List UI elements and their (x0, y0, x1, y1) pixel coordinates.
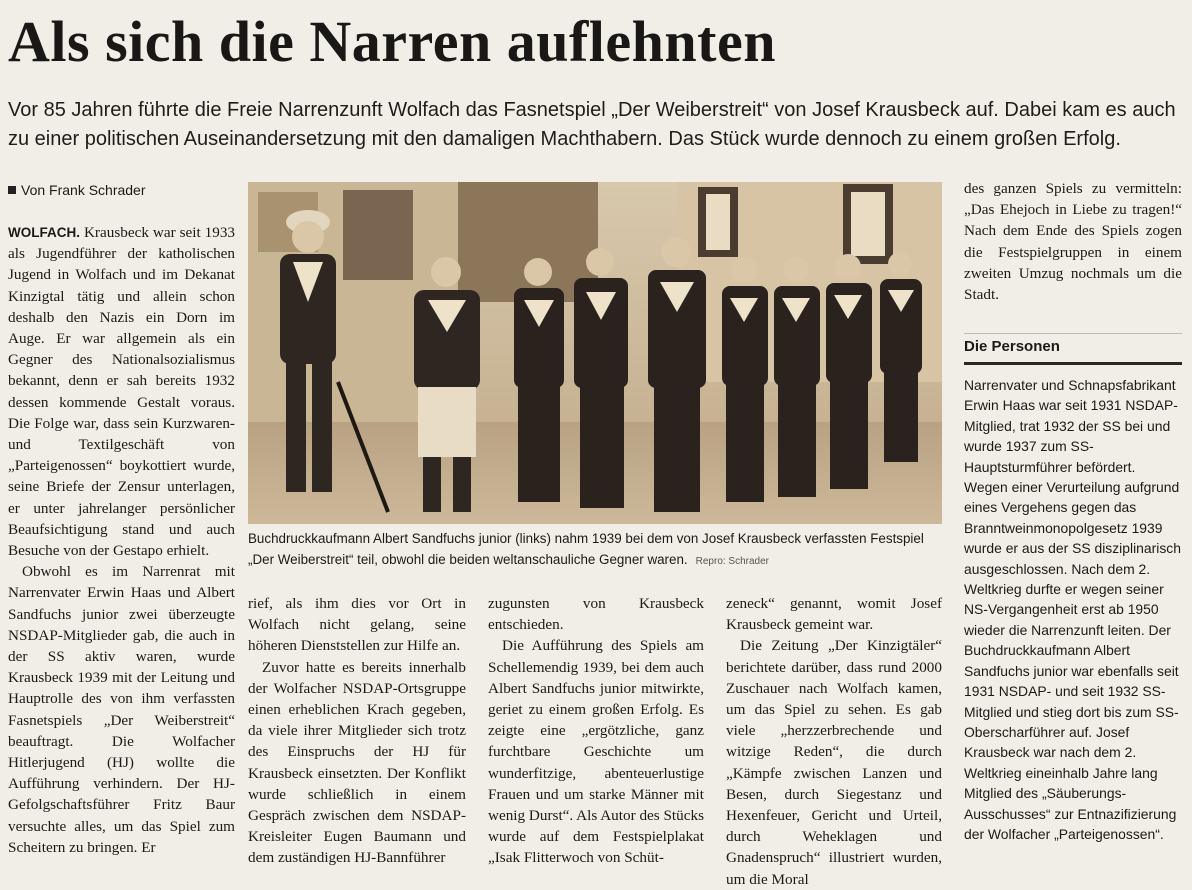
column-5-paragraph-1: des ganzen Spiels zu vermitteln: „Das Ehejoch in Liebe zu tragen!“ Nach dem Ende des Spiels zogen die Festspielgruppen in einem zweiten Umzug nochmals um die Stadt. (964, 180, 1182, 304)
sidebar-text: Narrenvater und Schnapsfabrikant Erwin Haas war seit 1931 NSDAP-Mitglied, trat 1932 der SS bei und wurde 1937 zum SS-Hauptsturmführer befördert. Wegen einer Verurteilung aufgrund eines Vergehens gegen das Branntweinmonopolgesetz 1939 wurde er aus der SS disziplinarisch ausgeschlossen. Nach dem 2. Weltkrieg durfte er wegen seiner NS-Vergangenheit erst ab 1950 wieder die Narrenzunft leiten. Der Buchdruckkaufmann Albert Sandfuchs junior war ebenfalls seit 1931 NSDAP- und seit 1932 SS-Mitglied und stieg dort bis zum SS-Oberscharführer auf. Josef Krausbeck war nach dem 2. Weltkrieg eineinhalb Jahre lang Mitglied des „Säuberungs-Ausschusses“ zur Entnazifizierung der Wolfacher „Parteigenossen“. (964, 377, 1181, 842)
festival-photo-image (248, 182, 942, 524)
column-1-paragraph-2: Obwohl es im Narrenrat mit Narrenvater Erwin Haas und Albert Sandfuchs junior zwei überzeugte NSDAP-Mitglieder gab, die auch in der SS aktiv waren, wurde Krausbeck 1939 mit der Leitung und Hauptrolle des von ihm verfassten Fasnetspiels „Der Weiberstreit“ beauftragt. Die Wolfacher Hitlerjugend (HJ) wollte die Aufführung verhindern. Der HJ-Gefolgschaftsführer Fritz Baur versuchte alles, um das Spiel zum Scheitern zu bringen. Er (8, 563, 235, 856)
byline-square-icon (8, 186, 16, 194)
column-1-text-1: Krausbeck war seit 1933 als Jugendführer der katholischen Jugend in Wolfach und im Dekanat Kinzigtal tätig und allein schon deshalb den Nazis ein Dorn im Auge. Er war allgemein als ein Gegner des Nationalsozialismus bekannt, denn er sah bereits 1932 dessen kommende Gestalt voraus. Die Folge war, dass sein Kurzwaren- und Textilgeschäft von „Parteigenossen“ boykottiert wurde, seine Briefe der Zensur unterlagen, er unter jahrelanger persönlicher Beaufsichtigung stand und auch Besuche von der Gestapo erhielt. (8, 224, 236, 560)
column-4-paragraph-2: Die Zeitung „Der Kinzigtäler“ berichtete darüber, dass rund 2000 Zuschauer nach Wolfach kamen, um das Spiel zu sehen. Es gab viele „herzzerbrechende und witzige Reden“, die durch „Kämpfe zwischen Lanzen und Besen, durch Siegestanz und Hexenfeuer, Gericht und Urteil, durch Weheklagen und Gnadenspruch“ illustriert wurden, um die Moral (726, 637, 942, 888)
dateline: WOLFACH. (8, 225, 80, 240)
column-4-paragraph-1: zeneck“ genannt, womit Josef Krausbeck gemeint war. (726, 595, 942, 634)
article-headline: Als sich die Narren auflehnten (8, 9, 776, 74)
column-5 (964, 178, 1182, 305)
festival-photo (248, 182, 942, 524)
column-1-paragraph-1 (8, 222, 235, 561)
column-3-paragraph-1: zugunsten von Krausbeck entschieden. (488, 595, 704, 634)
column-3-paragraph-2: Die Aufführung des Spiels am Schellemendig 1939, bei dem auch Albert Sandfuchs junior mitwirkte, geriet zu einem großen Erfolg. Es zeigte eine „ergötzliche, ganz furchtbare Geschichte um wunderfitzige, abenteuerlustige Frauen und um starke Männer mit wenig Durst“. Als Autor des Stücks wurde auf dem Festspielplakat „Isak Flitterwoch von Schüt- (488, 637, 704, 867)
article-subhead: Vor 85 Jahren führte die Freie Narrenzunft Wolfach das Fasnetspiel „Der Weiberstreit“ von Josef Krausbeck auf. Dabei kam es auch zu einer politischen Auseinandersetzung mit den damaligen Machthabern. Das Stück wurde dennoch zu einem großen Erfolg. (8, 99, 1176, 150)
byline (8, 181, 238, 199)
column-2-paragraph-1: rief, als ihm dies vor Ort in Wolfach nicht gelang, seine höheren Dienststellen zur Hilfe an. (248, 595, 466, 655)
sidebar-heading: Die Personen (964, 333, 1182, 365)
byline-author: Von Frank Schrader (21, 182, 146, 198)
photo-caption-text: Buchdruckkaufmann Albert Sandfuchs junior (links) nahm 1939 bei dem von Josef Krausbeck verfassten Festspiel „Der Weiberstreit“ teil, obwohl die beiden weltanschauliche Gegner waren. (248, 531, 924, 567)
column-2-paragraph-2: Zuvor hatte es bereits innerhalb der Wolfacher NSDAP-Ortsgruppe einen erheblichen Krach gegeben, da viele ihrer Mitglieder sich trotz des Einspruchs der HJ für Krausbeck einsetzten. Der Konflikt wurde schließlich in einem Gespräch zwischen dem NSDAP-Kreisleiter Eugen Baumann und dem zuständigen HJ-Bannführer (248, 658, 466, 867)
column-4 (726, 593, 942, 890)
column-1 (8, 222, 235, 858)
photo-credit: Repro: Schrader (695, 555, 770, 567)
column-3 (488, 593, 704, 869)
column-2 (248, 593, 466, 869)
photo-caption (248, 529, 942, 572)
